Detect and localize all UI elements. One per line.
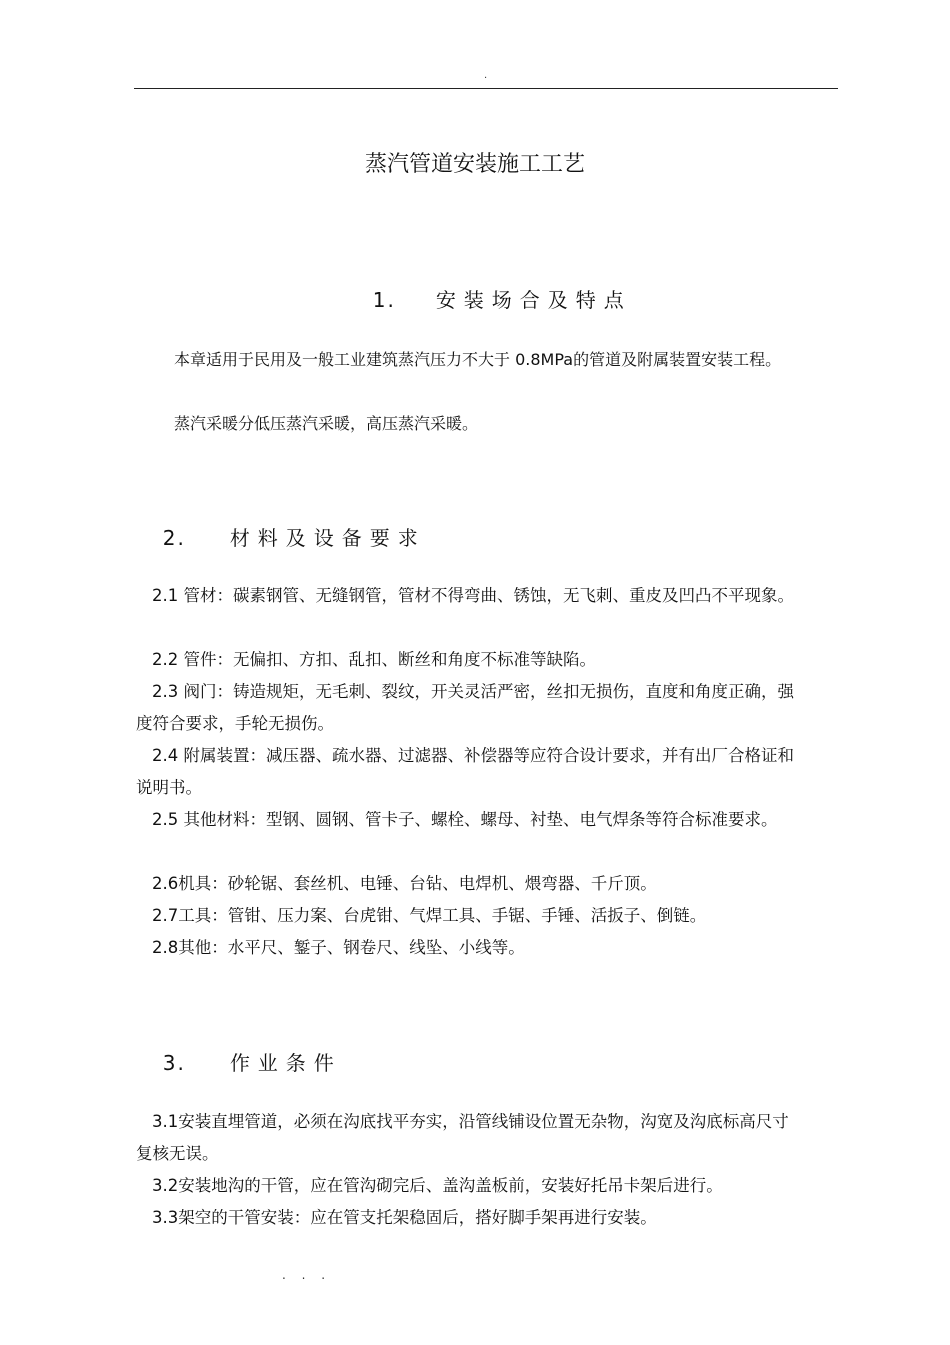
section-number: 2.: [162, 526, 186, 550]
list-item: [136, 740, 796, 804]
paragraph-text: 本章适用于民用及一般工业建筑蒸汽压力不大于 0.8MPa的管道及附属装置安装工程。: [174, 350, 782, 369]
list-item: [136, 1170, 796, 1202]
document-title: 蒸汽管道安装施工工艺: [364, 152, 585, 177]
list-item: [136, 644, 796, 676]
list-item-text: 2.6机具：砂轮锯、套丝机、电锤、台钻、电焊机、煨弯器、千斤顶。: [152, 874, 657, 893]
section-title: 作业条件: [229, 1051, 342, 1075]
section-1-heading: [344, 258, 632, 314]
list-item-text: 2.4 附属装置：减压器、疏水器、过滤器、补偿器等应符合设计要求，并有出厂合格证和说明书。: [136, 746, 794, 797]
footer-mark: . . .: [282, 1268, 332, 1282]
section-2-heading: [134, 496, 426, 552]
section-3-heading: [134, 1021, 342, 1077]
section-number: 1.: [372, 288, 396, 312]
paragraph: [136, 344, 836, 376]
list-item-text: 2.5 其他材料：型钢、圆钢、管卡子、螺栓、螺母、衬垫、电气焊条等符合标准要求。: [152, 810, 778, 829]
list-item-text: 2.8其他：水平尺、錾子、钢卷尺、线坠、小线等。: [152, 938, 525, 957]
header-mark: .: [484, 70, 488, 81]
list-item: [136, 900, 796, 932]
list-item: [136, 1202, 796, 1234]
list-item-text: 2.1 管材：碳素钢管、无缝钢管，管材不得弯曲、锈蚀，无飞刺、重皮及凹凸不平现象。: [152, 586, 794, 605]
list-item-text: 2.7工具：管钳、压力案、台虎钳、气焊工具、手锯、手锤、活扳子、倒链。: [152, 906, 707, 925]
header-rule: [134, 88, 838, 89]
section-title: 材料及设备要求: [229, 526, 426, 550]
list-item: [136, 932, 796, 964]
list-item-text: 3.2安装地沟的干管，应在管沟砌完后、盖沟盖板前，安装好托吊卡架后进行。: [152, 1176, 723, 1195]
section-number: 3.: [162, 1051, 186, 1075]
paragraph: [136, 408, 836, 440]
list-item-text: 3.1安装直埋管道，必须在沟底找平夯实，沿管线铺设位置无杂物，沟宽及沟底标高尺寸复核无误。: [136, 1112, 789, 1163]
list-item: [136, 804, 796, 836]
paragraph-text: 蒸汽采暖分低压蒸汽采暖，高压蒸汽采暖。: [174, 414, 479, 433]
list-item-text: 2.3 阀门：铸造规矩，无毛刺、裂纹，开关灵活严密，丝扣无损伤，直度和角度正确，强度符合要求，手轮无损伤。: [136, 682, 794, 733]
section-title: 安装场合及特点: [435, 288, 632, 312]
list-item: [136, 868, 796, 900]
list-item: [136, 580, 796, 612]
list-item: [136, 676, 796, 740]
list-item-text: 3.3架空的干管安装：应在管支托架稳固后，搭好脚手架再进行安装。: [152, 1208, 657, 1227]
list-item: [136, 1106, 796, 1170]
list-item-text: 2.2 管件：无偏扣、方扣、乱扣、断丝和角度不标准等缺陷。: [152, 650, 596, 669]
